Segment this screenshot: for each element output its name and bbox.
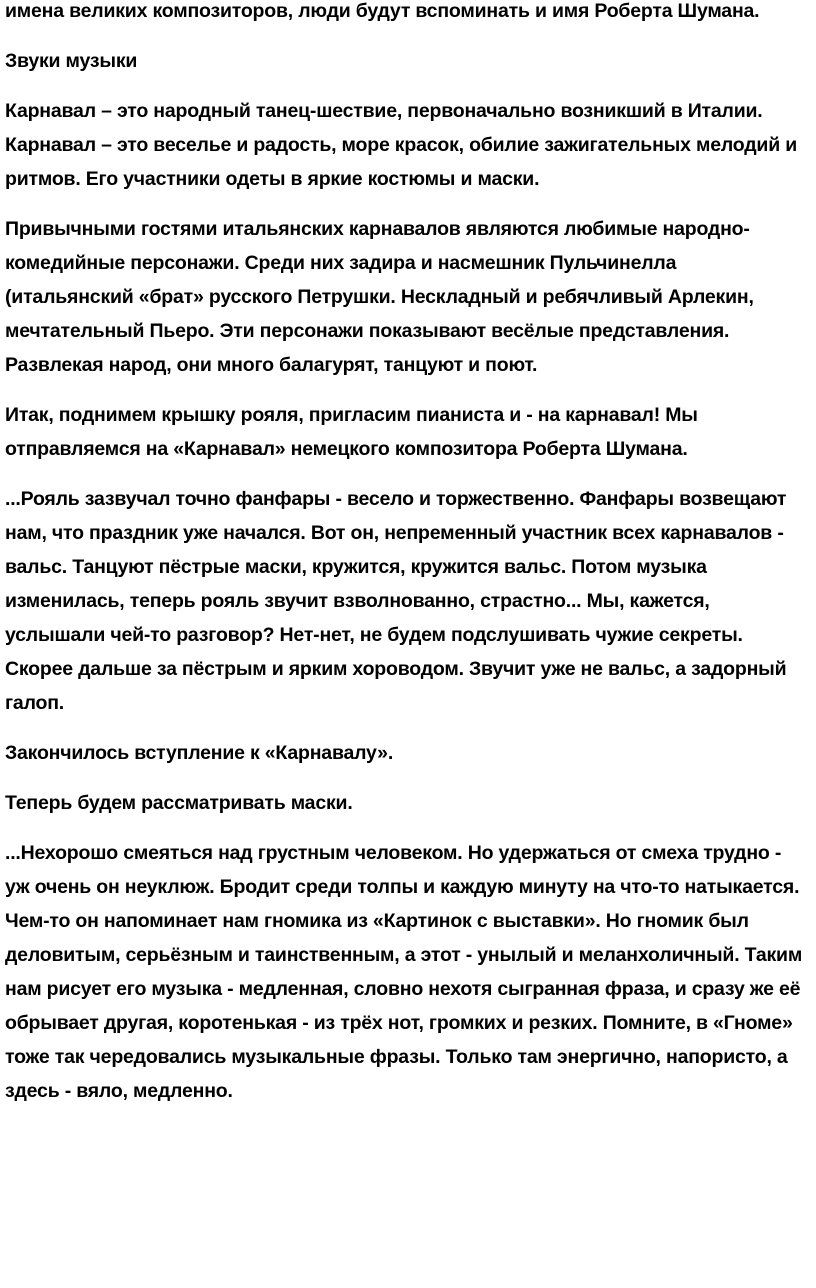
paragraph-waltz: ...Рояль зазвучал точно фанфары - весело и торжественно. Фанфары возвещают нам, что праздник уже начался. Вот он, непременный участник всех карнавалов - вальс. Танцуют пёстрые маски, кружится, кружится вальс. Потом музыка изменилась, теперь рояль звучит взволнованно, страстно... Мы, кажется, услышали чей-то разговор? Нет-нет, не будем подслушивать чужие секреты. Скорее дальше за пёстрым и ярким хороводом. Звучит уже не вальс, а задорный галоп. [5,488,787,714]
paragraph-masks: Теперь будем рассматривать маски. [5,792,353,814]
paragraph-pierrot: ...Нехорошо смеяться над грустным человеком. Но удержаться от смеха трудно - уж очень он неуклюж. Бродит среди толпы и каждую минуту на что-то натыкается. Чем-то он напоминает нам гномика из «Картинок с выставки». Но гномик был деловитым, серьёзным и таинственным, а этот - унылый и меланхоличный. Таким нам рисует его музыка - медленная, словно нехотя сыгранная фраза, и сразу же её обрывает другая, коротенькая - из трёх нот, громких и резких. Помните, в «Гноме» тоже так чередовались музыкальные фразы. Только там энергично, напористо, а здесь - вяло, медленно. [5,842,803,1102]
paragraph-intro: имена великих композиторов, люди будут вспоминать и имя Роберта Шумана. [5,0,760,22]
paragraph-carnival-definition: Карнавал – это народный танец-шествие, первоначально возникший в Италии. Карнавал – это веселье и радость, море красок, обилие зажигательных мелодий и ритмов. Его участники одеты в яркие костюмы и маски. [5,100,797,190]
paragraph-characters: Привычными гостями итальянских карнавалов являются любимые народно-комедийные персонажи. Среди них задира и насмешник Пульчинелла (итальянский «брат» русского Петрушки. Нескладный и ребячливый Арлекин, мечтательный Пьеро. Эти персонажи показывают весёлые представления. Развлекая народ, они много балагурят, танцуют и поют. [5,218,754,376]
paragraph-invitation: Итак, поднимем крышку рояля, пригласим пианиста и - на карнавал! Мы отправляемся на «Карнавал» немецкого композитора Роберта Шумана. [5,404,698,460]
paragraph-intro-ended: Закончилось вступление к «Карнавалу». [5,742,394,764]
section-heading: Звуки музыки [5,50,138,72]
